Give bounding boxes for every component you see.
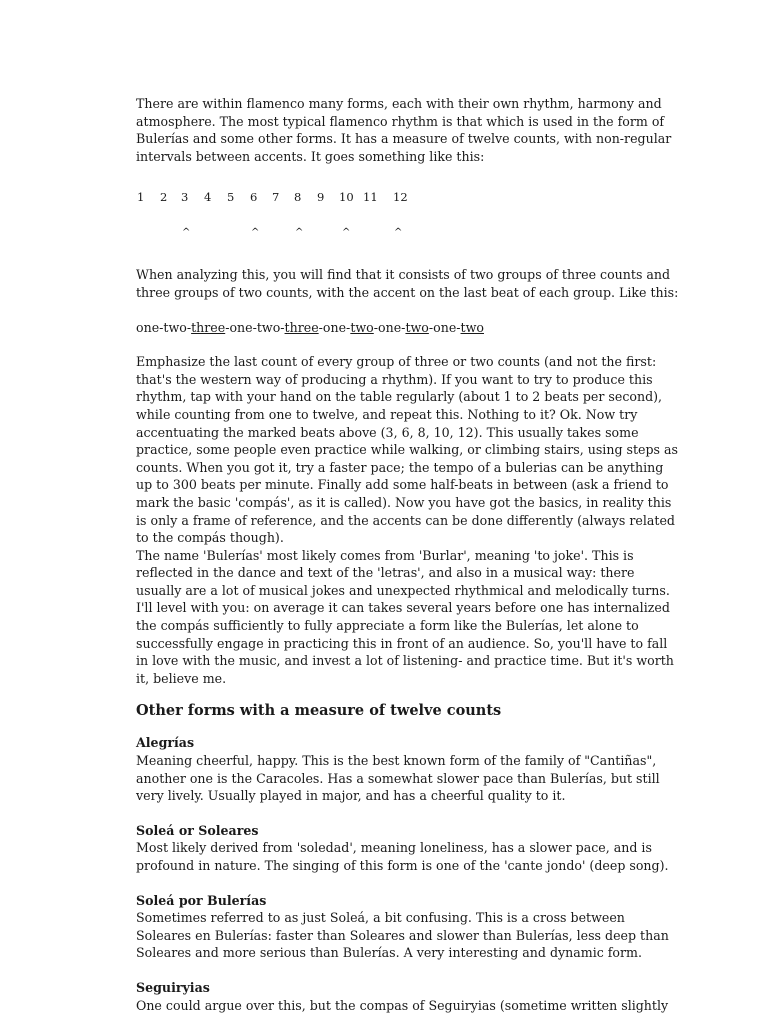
count-number: 12	[393, 190, 408, 205]
count-number: 9	[317, 190, 325, 205]
count-number: 11	[363, 190, 378, 205]
form-description: Sometimes referred to as just Soleá, a bit confusing. This is a cross between Soleares en Bulerías: faster than Soleares and slower than Bulerías, less deep than Soleares and more serious than Bulerías. A very interesting and dynamic form.	[136, 910, 669, 961]
pattern-part: -one-	[318, 319, 351, 335]
analysis-paragraph: When analyzing this, you will find that it consists of two groups of three counts and three groups of two counts, with the accent on the last beat of each group. Like this:	[136, 267, 679, 300]
count-number: 2	[160, 190, 168, 205]
form-description: Most likely derived from 'soledad', meaning loneliness, has a slower pace, and is profound in nature. The singing of this form is one of the 'cante jondo' (deep song).	[136, 840, 669, 873]
count-number: 10	[339, 190, 354, 205]
accent-marks-row	[136, 227, 681, 239]
count-number: 6	[250, 190, 258, 205]
count-sequence	[136, 167, 681, 263]
accent-mark: ^	[251, 227, 260, 239]
emphasize-paragraph: Emphasize the last count of every group of three or two counts (and not the first: that's the western way of producing a rhythm). If you want to try to produce this rhythm, tap with your hand on the table regularly (about 1 to 2 beats per second), while counting from one to twelve, and repeat this. Nothing to it? Ok. Now try accentuating the marked beats above (3, 6, 8, 10, 12). This usually takes some practice, some people even practice while walking, or climbing stairs, using steps as counts. When you got it, try a faster pace; the tempo of a bulerias can be anything up to 300 beats per minute. Finally add some half-beats in between (ask a friend to mark the basic 'compás', as it is called). Now you have got the basics, in reality this is only a frame of reference, and the accents can be done differently (always related to the compás though).	[136, 354, 678, 546]
count-number: 8	[294, 190, 302, 205]
form-heading: Seguiryias	[136, 979, 210, 995]
intro-paragraph: There are within flamenco many forms, each with their own rhythm, harmony and atmosphere. The most typical flamenco rhythm is that which is used in the form of Bulerías and some other forms. It has a measure of twelve counts, with non-regular intervals between accents. It goes something like this:	[136, 96, 672, 164]
pattern-part: -one-	[428, 319, 461, 335]
pattern-accent: three	[191, 319, 226, 335]
form-heading: Soleá or Soleares	[136, 822, 259, 838]
pattern-accent: two	[405, 319, 429, 335]
pattern-accent: three	[284, 319, 319, 335]
section-heading: Other forms with a measure of twelve counts	[136, 702, 502, 720]
count-number: 3	[181, 190, 189, 205]
name-origin-paragraph: The name 'Bulerías' most likely comes from 'Burlar', meaning 'to joke'. This is reflected in the dance and text of the 'letras', and also in a musical way: there usually are a lot of musical jokes and unexpected rhythmical and melodically turns.	[136, 547, 670, 598]
count-number: 7	[272, 190, 280, 205]
count-number: 4	[204, 190, 212, 205]
pattern-part: -one-two-	[225, 319, 285, 335]
pattern-accent: two	[460, 319, 484, 335]
accent-mark: ^	[295, 227, 304, 239]
level-paragraph: I'll level with you: on average it can takes several years before one has internalized the compás sufficiently to fully appreciate a form like the Bulerías, let alone to successfully engage in practicing this in front of an audience. So, you'll have to fall in love with the music, and invest a lot of listening- and practice time. But it's worth it, believe me.	[136, 600, 674, 686]
form-description: Meaning cheerful, happy. This is the best known form of the family of "Cantiñas", another one is the Caracoles. Has a somewhat slower pace than Bulerías, but still very lively. Usually played in major, and has a cheerful quality to it.	[136, 753, 660, 804]
count-pattern	[136, 319, 681, 337]
form-heading: Alegrías	[136, 735, 195, 751]
document-page	[136, 95, 681, 1014]
count-number: 1	[137, 190, 145, 205]
pattern-part: one-two-	[136, 319, 192, 335]
form-heading: Soleá por Bulerías	[136, 892, 267, 908]
pattern-accent: two	[350, 319, 374, 335]
accent-mark: ^	[394, 227, 403, 239]
count-number: 5	[227, 190, 235, 205]
count-numbers-row	[136, 191, 681, 203]
pattern-part: -one-	[373, 319, 406, 335]
accent-mark: ^	[342, 227, 351, 239]
accent-mark: ^	[182, 227, 191, 239]
form-description: One could argue over this, but the compas of Seguiryias (sometime written slightly	[136, 997, 669, 1013]
